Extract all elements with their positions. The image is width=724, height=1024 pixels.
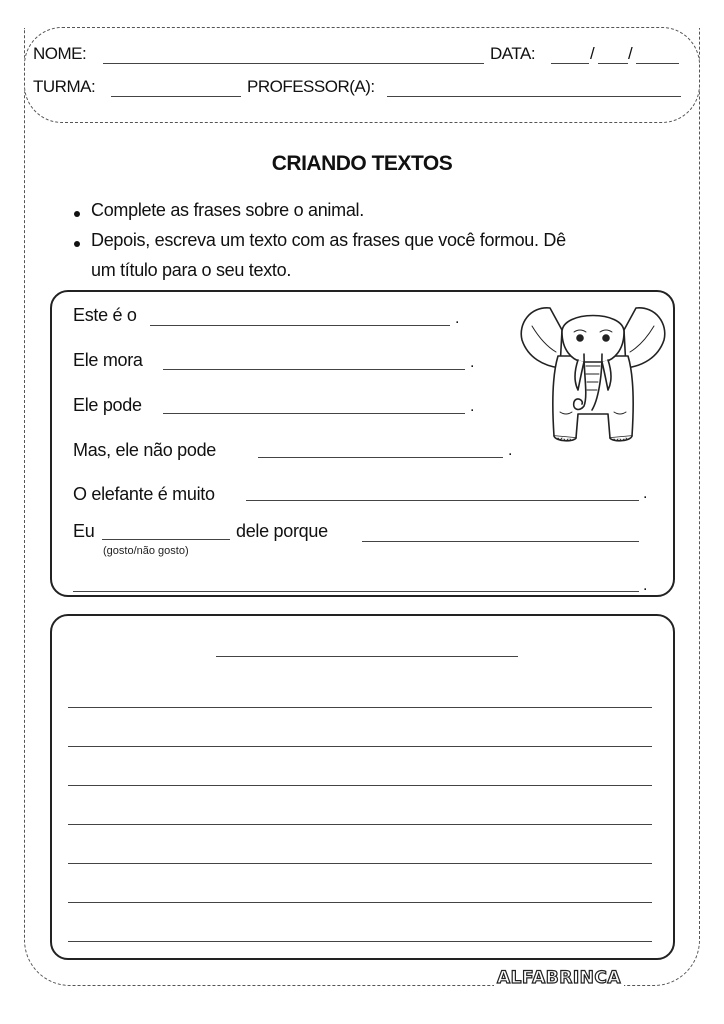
sentence-6-start: Eu <box>73 521 95 541</box>
sentence-6-choice-blank[interactable] <box>102 539 230 540</box>
sentence-6-continuation-blank[interactable] <box>73 591 639 592</box>
sentence-4-blank[interactable] <box>258 457 503 458</box>
date-separator: / <box>628 44 633 63</box>
bullet-icon <box>74 211 80 217</box>
period: . <box>643 485 648 502</box>
period: . <box>508 442 513 459</box>
brand-logo: ALFABRINCA <box>494 968 624 988</box>
date-label: DATA: <box>490 44 536 63</box>
date-year-field[interactable] <box>636 63 679 64</box>
writing-line-7[interactable] <box>68 941 652 942</box>
sentence-3-blank[interactable] <box>163 413 465 414</box>
instruction-2: Depois, escreva um texto com as frases que você formou. Dê <box>91 230 566 250</box>
period: . <box>455 310 460 327</box>
class-field[interactable] <box>111 96 241 97</box>
writing-line-1[interactable] <box>68 707 652 708</box>
header-box <box>24 27 700 123</box>
sentence-1-blank[interactable] <box>150 325 450 326</box>
writing-line-6[interactable] <box>68 902 652 903</box>
name-label: NOME: <box>33 44 87 63</box>
elephant-icon <box>518 296 668 446</box>
date-separator: / <box>590 44 595 63</box>
choice-hint: (gosto/não gosto) <box>103 545 189 557</box>
writing-line-3[interactable] <box>68 785 652 786</box>
teacher-field[interactable] <box>387 96 681 97</box>
sentence-1-label: Este é o <box>73 305 137 325</box>
sentence-6-reason-blank[interactable] <box>362 541 639 542</box>
sentence-6-mid: dele porque <box>236 521 328 541</box>
writing-line-4[interactable] <box>68 824 652 825</box>
teacher-label: PROFESSOR(A): <box>247 77 375 96</box>
class-label: TURMA: <box>33 77 96 96</box>
writing-box <box>50 614 675 960</box>
text-title-line[interactable] <box>216 656 518 657</box>
writing-line-5[interactable] <box>68 863 652 864</box>
period: . <box>470 398 475 415</box>
name-field[interactable] <box>103 63 484 64</box>
sentence-5-label: O elefante é muito <box>73 484 215 504</box>
period: . <box>643 577 648 594</box>
sentence-2-label: Ele mora <box>73 350 143 370</box>
sentence-2-blank[interactable] <box>163 369 465 370</box>
period: . <box>470 354 475 371</box>
sentence-4-label: Mas, ele não pode <box>73 440 217 460</box>
date-day-field[interactable] <box>551 63 589 64</box>
bullet-icon <box>74 241 80 247</box>
page-title: CRIANDO TEXTOS <box>271 152 453 175</box>
sentence-3-label: Ele pode <box>73 395 142 415</box>
writing-line-2[interactable] <box>68 746 652 747</box>
sentence-5-blank[interactable] <box>246 500 639 501</box>
instruction-1: Complete as frases sobre o animal. <box>91 200 364 220</box>
date-month-field[interactable] <box>598 63 628 64</box>
instruction-2-continued: um título para o seu texto. <box>91 260 292 280</box>
